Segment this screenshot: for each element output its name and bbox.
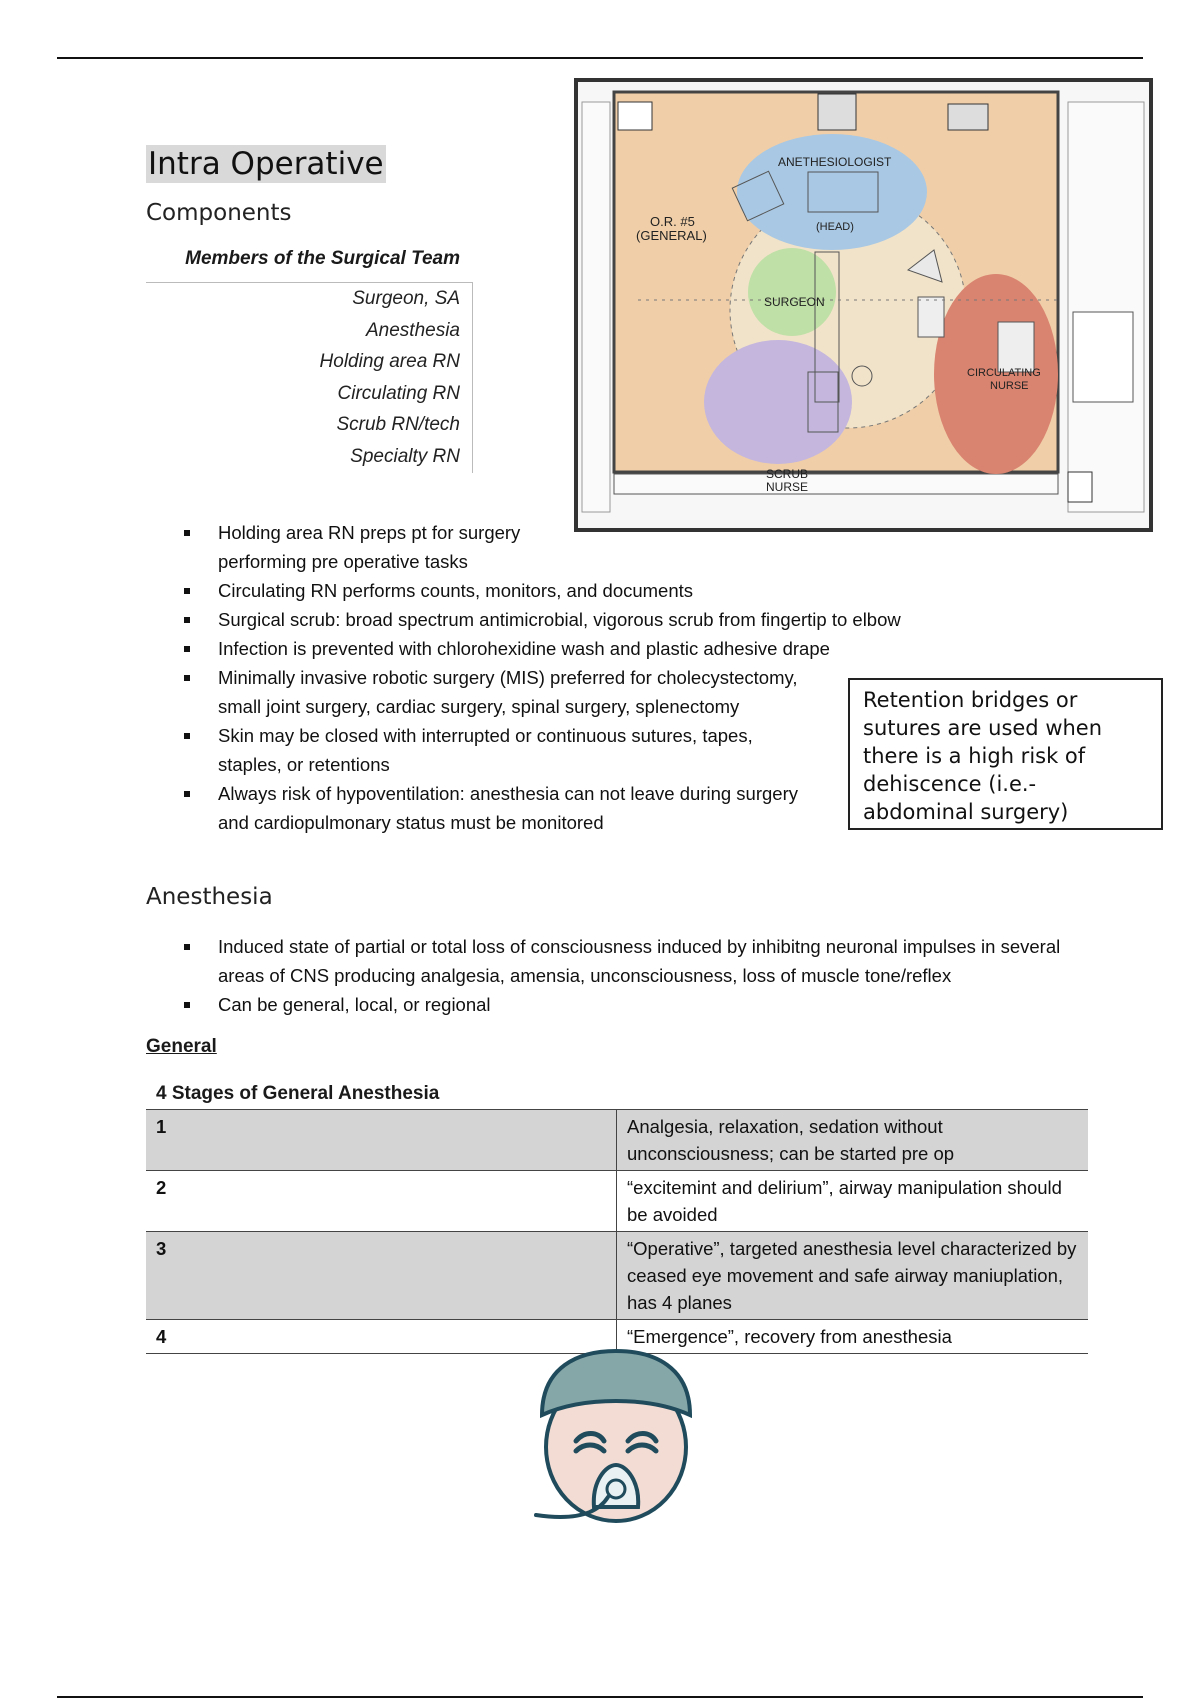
list-item: Surgical scrub: broad spectrum antimicrobial, vigorous scrub from fingertip to elbow — [182, 605, 1038, 634]
room-label-2: (GENERAL) — [636, 228, 707, 243]
list-item: Always risk of hypoventilation: anesthesia can not leave during surgery and cardiopulmonary status must be monitored — [182, 779, 818, 837]
corridor-left — [582, 102, 610, 512]
stage-number: 2 — [146, 1171, 617, 1232]
anesthesia-mask-face-icon — [528, 1347, 698, 1527]
table-row — [146, 1232, 1088, 1320]
corridor-right — [1068, 102, 1144, 512]
circulating-label-1: CIRCULATING — [967, 367, 1041, 379]
stage-description: “excitemint and delirium”, airway manipulation should be avoided — [617, 1171, 1089, 1232]
team-list-box — [146, 282, 473, 473]
floor-plan-drawing — [578, 82, 1149, 528]
table-row — [146, 1171, 1088, 1232]
scrub-label-2: NURSE — [766, 480, 809, 494]
or-floor-plan — [574, 78, 1153, 532]
stage-description: “Operative”, targeted anesthesia level characterized by ceased eye movement and safe airway maniuplation, has 4 planes — [617, 1232, 1089, 1320]
stage-number: 3 — [146, 1232, 617, 1320]
team-member: Circulating RN — [337, 382, 460, 404]
table-row — [146, 1110, 1088, 1171]
list-item: Minimally invasive robotic surgery (MIS) preferred for cholecystectomy, small joint surgery, cardiac surgery, spinal surgery, splenectomy — [182, 663, 818, 721]
documentation-station — [998, 322, 1034, 372]
corridor-bottom — [614, 474, 1058, 494]
page-title: Intra Operative — [148, 146, 384, 182]
sink — [618, 102, 652, 130]
surgeon-zone — [748, 248, 836, 336]
anesthesia-heading: Anesthesia — [146, 884, 273, 910]
team-member: Surgeon, SA — [352, 288, 460, 309]
anesthesiologist-label: ANETHESIOLOGIST — [778, 155, 892, 169]
cabinet — [1073, 312, 1133, 402]
list-item: Infection is prevented with chlorohexidine wash and plastic adhesive drape — [182, 634, 1038, 663]
scrub-label-1: SCRUB — [766, 467, 809, 481]
team-heading: Members of the Surgical Team — [185, 248, 460, 269]
equipment-block — [818, 94, 856, 130]
list-item: Induced state of partial or total loss of consciousness induced by inhibitng neuronal impulses in several areas of CNS producing analgesia, amensia, unconsciousness, loss of muscle tone/reflex — [182, 932, 1098, 990]
stage-description: Analgesia, relaxation, sedation without unconsciousness; can be started pre op — [617, 1110, 1089, 1171]
team-member: Specialty RN — [350, 445, 460, 467]
top-rule — [57, 57, 1143, 59]
list-item: Can be general, local, or regional — [182, 990, 1098, 1019]
stage-number: 1 — [146, 1110, 617, 1171]
list-item: Circulating RN performs counts, monitors, and documents — [182, 576, 1038, 605]
list-item: Holding area RN preps pt for surgery performing pre operative tasks — [182, 518, 558, 576]
team-member: Holding area RN — [319, 351, 460, 372]
trash-bin — [1068, 472, 1092, 502]
table-caption: 4 Stages of General Anesthesia — [156, 1083, 440, 1104]
team-list — [320, 283, 460, 472]
retention-callout: Retention bridges or sutures are used when there is a high risk of dehiscence (i.e.- abdominal surgery) — [848, 678, 1163, 830]
team-member: Anesthesia — [365, 319, 460, 341]
video-system — [918, 297, 944, 337]
stage-number: 4 — [146, 1320, 617, 1354]
prep-cart — [948, 104, 988, 130]
surgeon-label: SURGEON — [764, 295, 825, 309]
team-member: Scrub RN/tech — [336, 414, 460, 435]
stages-table — [146, 1109, 1088, 1354]
list-item: Skin may be closed with interrupted or continuous sutures, tapes, staples, or retentions — [182, 721, 818, 779]
room-label-1: O.R. #5 — [650, 214, 695, 229]
general-subheading: General — [146, 1036, 217, 1057]
circulating-label-2: NURSE — [990, 380, 1029, 392]
head-label: (HEAD) — [816, 221, 854, 233]
stage-description: “Emergence”, recovery from anesthesia — [617, 1320, 1089, 1354]
anesthesia-bullet-list — [182, 932, 1098, 1019]
components-heading: Components — [146, 200, 292, 226]
bottom-rule — [57, 1696, 1143, 1698]
